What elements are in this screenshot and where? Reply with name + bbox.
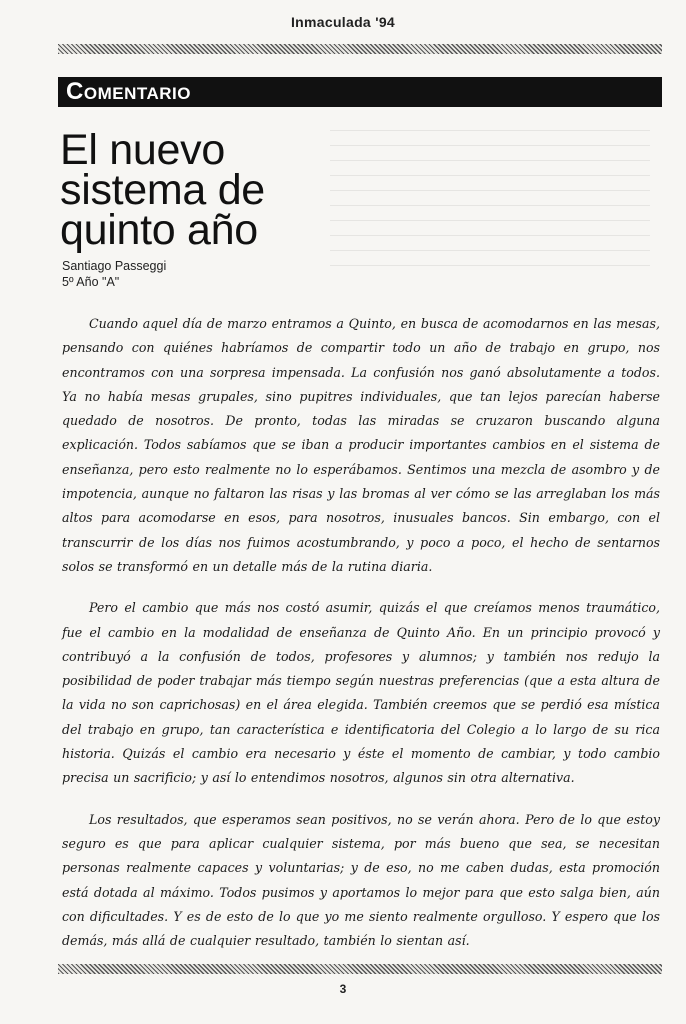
section-banner	[58, 77, 662, 107]
title-line: sistema de	[60, 166, 265, 214]
page-number: 3	[339, 982, 347, 996]
paragraph: Cuando aquel día de marzo entramos a Quinto, en busca de acomodarnos en las mesas, pensando con quiénes habríamos de compartir todo un año de trabajo en grupo, nos encontramos con una sorpresa impensada. La confusión nos ganó absolutamente a todos. Ya no había mesas grupales, sino pupitres individuales, que tan lejos parecían haberse quedado de nosotros. De pronto, todas las miradas se cruzaron buscando alguna explicación. Todos sabíamos que se iban a producir importantes cambios en el sistema de enseñanza, pero esto realmente no lo esperábamos. Sentimos una mezcla de asombro y de impotencia, aunque no faltaron las risas y las bromas al ver cómo se las arreglaban los más altos para acomodarse en esos, para nosotros, inusuales bancos. Sin embargo, con el transcurrir de los días nos fuimos acostumbrando, y poco a poco, el hecho de sentarnos solos se transformó en un detalle más de la rutina diaria.	[62, 316, 660, 574]
top-rule	[58, 44, 662, 54]
article-body	[62, 312, 660, 970]
bleed-through	[330, 130, 650, 280]
paragraph: Los resultados, que esperamos sean positivos, no se verán ahora. Pero de lo que estoy seguro es que para aplicar cualquier sistema, por más bueno que sea, se necesitan personas realmente capaces y voluntarias; y de eso, no me caben dudas, esta promoción está dotada al máximo. Todos pusimos y aportamos lo mejor para que esto salga bien, aún con dificultades. Y es de esto de lo que yo me siento realmente orgulloso. Y espero que los demás, más allá de cualquier resultado, también lo sientan así.	[62, 811, 660, 949]
section-label: OMENTARIO	[83, 84, 191, 103]
author-class: 5º Año "A"	[62, 275, 120, 289]
title-line: El nuevo	[60, 126, 225, 174]
article-title	[60, 126, 360, 254]
byline	[62, 258, 166, 290]
bottom-rule	[58, 964, 662, 974]
title-line: quinto año	[60, 206, 258, 254]
paragraph: Pero el cambio que más nos costó asumir, quizás el que creíamos menos traumático, fue el cambio en la modalidad de enseñanza de Quinto Año. En un principio provocó y contribuyó a la confusión de todos, profesores y alumnos; y también nos redujo la posibilidad de poder trabajar más tiempo según nuestras preferencias (que a esta altura de la vida no son caprichosas) en el área elegida. También creemos que se perdió esa mística del trabajo en grupo, tan característica e identificatoria del Colegio a lo largo de su rica historia. Quizás el cambio era necesario y éste el momento de cambiar, y todo cambio precisa un sacrificio; y así lo entendimos nosotros, algunos sin otra alternativa.	[62, 600, 660, 786]
running-header: Inmaculada '94	[290, 14, 396, 30]
section-initial: C	[66, 78, 84, 105]
author-name: Santiago Passeggi	[62, 259, 167, 273]
